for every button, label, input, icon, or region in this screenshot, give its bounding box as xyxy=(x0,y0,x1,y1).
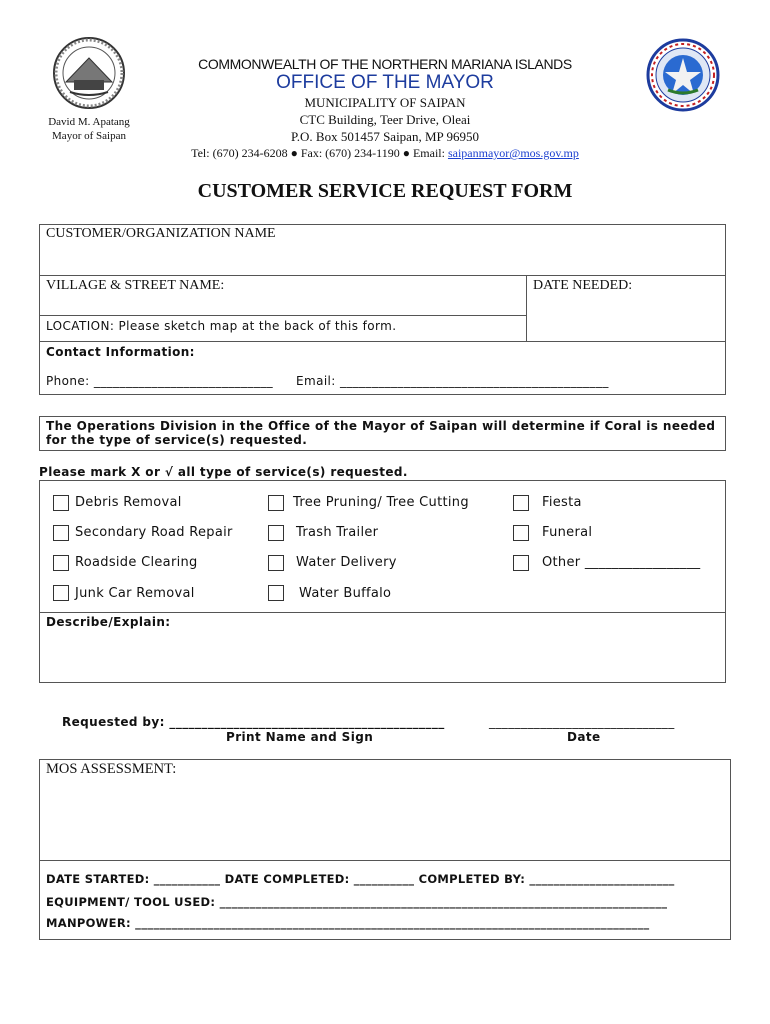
service-funeral: Funeral xyxy=(542,525,593,540)
date-caption: Date xyxy=(567,730,601,744)
checkbox-secondary-road-repair[interactable] xyxy=(53,525,69,541)
service-junk-car-removal: Junk Car Removal xyxy=(75,586,195,601)
notice-text: The Operations Division in the Office of the Mayor of Saipan will determine if Coral is needed for the type of service(s) requested. xyxy=(46,419,716,447)
contact-line xyxy=(0,146,770,161)
contact-information-label: Contact Information: xyxy=(46,345,195,359)
commonwealth-heading: COMMONWEALTH OF THE NORTHERN MARIANA ISLANDS xyxy=(198,56,572,72)
mark-instructions: Please mark X or √ all type of service(s) requested. xyxy=(39,465,408,479)
service-debris-removal: Debris Removal xyxy=(75,495,182,510)
checkbox-tree-pruning[interactable] xyxy=(268,495,284,511)
email-link[interactable]: saipanmayor@mos.gov.mp xyxy=(447,146,579,160)
mos-assessment-label: MOS ASSESSMENT: xyxy=(46,761,177,777)
mayor-title: Mayor of Saipan xyxy=(52,130,126,142)
checkbox-water-delivery[interactable] xyxy=(268,555,284,571)
office-title: OFFICE OF THE MAYOR xyxy=(276,72,494,93)
phone-field[interactable]: Phone: ____________________________ xyxy=(46,374,274,388)
location-label: LOCATION: Please sketch map at the back of this form. xyxy=(46,319,397,333)
service-other: Other _________________ xyxy=(542,555,701,570)
checkbox-fiesta[interactable] xyxy=(513,495,529,511)
service-water-delivery: Water Delivery xyxy=(296,555,397,570)
service-water-buffalo: Water Buffalo xyxy=(299,586,392,601)
form-title: CUSTOMER SERVICE REQUEST FORM xyxy=(197,180,573,202)
mayor-name: David M. Apatang xyxy=(48,116,130,128)
municipality-heading: MUNICIPALITY OF SAIPAN xyxy=(304,95,466,110)
date-signature-line[interactable]: _____________________________ xyxy=(489,715,675,729)
date-needed-label: DATE NEEDED: xyxy=(533,278,633,293)
print-name-caption: Print Name and Sign xyxy=(226,730,374,744)
tel-fax-text: Tel: (670) 234-6208 ● Fax: (670) 234-1190 ● Email: xyxy=(191,146,445,160)
service-trash-trailer: Trash Trailer xyxy=(296,525,379,540)
checkbox-water-buffalo[interactable] xyxy=(268,585,284,601)
service-secondary-road-repair: Secondary Road Repair xyxy=(75,525,233,540)
service-roadside-clearing: Roadside Clearing xyxy=(75,555,198,570)
requested-by-line[interactable]: Requested by: ___________________________________________ xyxy=(62,715,445,729)
email-field[interactable]: Email: __________________________________________ xyxy=(296,374,609,388)
checkbox-roadside-clearing[interactable] xyxy=(53,555,69,571)
checkbox-debris-removal[interactable] xyxy=(53,495,69,511)
date-started-completed-line[interactable]: DATE STARTED: ___________ DATE COMPLETED: __________ COMPLETED BY: ________________________ xyxy=(46,872,675,886)
service-fiesta: Fiesta xyxy=(542,495,582,510)
address-line-1: CTC Building, Teer Drive, Oleai xyxy=(299,112,471,127)
service-tree-pruning: Tree Pruning/ Tree Cutting xyxy=(293,495,469,510)
manpower-line[interactable]: MANPOWER: _____________________________________________________________________________________ xyxy=(46,916,650,930)
equipment-line[interactable]: EQUIPMENT/ TOOL USED: __________________________________________________________________________ xyxy=(46,895,668,909)
village-street-label: VILLAGE & STREET NAME: xyxy=(46,278,225,293)
address-line-2: P.O. Box 501457 Saipan, MP 96950 xyxy=(290,129,480,144)
checkbox-trash-trailer[interactable] xyxy=(268,525,284,541)
customer-name-label: CUSTOMER/ORGANIZATION NAME xyxy=(46,226,276,241)
checkbox-other[interactable] xyxy=(513,555,529,571)
describe-explain-label: Describe/Explain: xyxy=(46,615,171,629)
checkbox-junk-car-removal[interactable] xyxy=(53,585,69,601)
checkbox-funeral[interactable] xyxy=(513,525,529,541)
